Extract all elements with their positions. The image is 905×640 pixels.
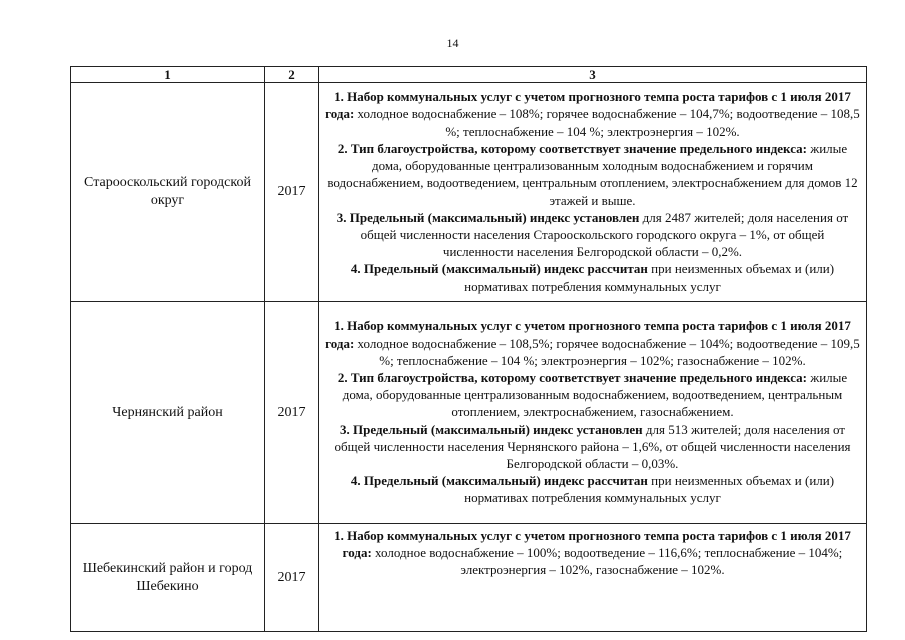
description-item: 1. Набор коммунальных услуг с учетом прогнозного темпа роста тарифов с 1 июля 2017 года: холодное водоснабжение – 108,5%; горячее водоснабжение – 104%; водоотведение – 109,5 %; теплоснабжение – 104 %; электроэнергия – 102%; газоснабжение – 102%. [325, 318, 860, 368]
municipality-name: Чернянский район [71, 302, 265, 524]
description-cell [319, 302, 867, 524]
table-row [71, 524, 867, 632]
description-item: 4. Предельный (максимальный) индекс рассчитан при неизменных объемах и (или) нормативах потребления коммунальных услуг [350, 261, 835, 294]
municipality-name: Старооскольский городской округ [71, 83, 265, 302]
page-number: 14 [446, 36, 459, 50]
description-item: 1. Набор коммунальных услуг с учетом прогнозного темпа роста тарифов с 1 июля 2017 года: холодное водоснабжение – 100%; водоотведение – 116,6%; теплоснабжение – 104%; электроэнергия – 102%, газоснабжение – 102%. [334, 528, 851, 578]
description-item: 3. Предельный (максимальный) индекс установлен для 2487 жителей; доля населения от общей численности населения Старооскольского городского округа – 1%, от общей численности населения Белгородской области – 0,2%. [336, 209, 849, 260]
description-item: 4. Предельный (максимальный) индекс рассчитан при неизменных объемах и (или) нормативах потребления коммунальных услуг [350, 473, 835, 506]
year-cell: 2017 [265, 83, 319, 302]
year-cell: 2017 [265, 302, 319, 524]
table-row [71, 302, 867, 524]
description-item: 3. Предельный (максимальный) индекс установлен для 513 жителей; доля населения от общей численности населения Чернянского района – 1,6%, от общей численности населения Белгородской области – 0,03%. [334, 421, 851, 471]
description-cell [319, 83, 867, 302]
year-cell: 2017 [265, 524, 319, 632]
description-item: 1. Набор коммунальных услуг с учетом прогнозного темпа роста тарифов с 1 июля 2017 года: холодное водоснабжение – 108%; горячее водоснабжение – 104,7%; водоотведение – 108,5 %; теплоснабжение – 104 %; электроэнергия – 102%. [325, 89, 860, 139]
header-row [71, 67, 867, 83]
column-header-2: 2 [265, 67, 319, 83]
tariff-table [70, 66, 867, 632]
description-item: 2. Тип благоустройства, которому соответствует значение предельного индекса: жилые дома, оборудованные централизованным холодным водоснабжением и горячим водоснабжением, водоотведением, центральным отоплением, электроснабжением для домов 12 этажей и выше. [327, 140, 858, 208]
column-header-3: 3 [319, 67, 867, 83]
description-cell [319, 524, 867, 632]
description-item: 2. Тип благоустройства, которому соответствует значение предельного индекса: жилые дома, оборудованные централизованным водоснабжением, водоотведением, центральным отоплением, электроснабжением, газоснабжением. [337, 369, 848, 420]
municipality-name: Шебекинский район и город Шебекино [71, 524, 265, 632]
column-header-1: 1 [71, 67, 265, 83]
table-row [71, 83, 867, 302]
